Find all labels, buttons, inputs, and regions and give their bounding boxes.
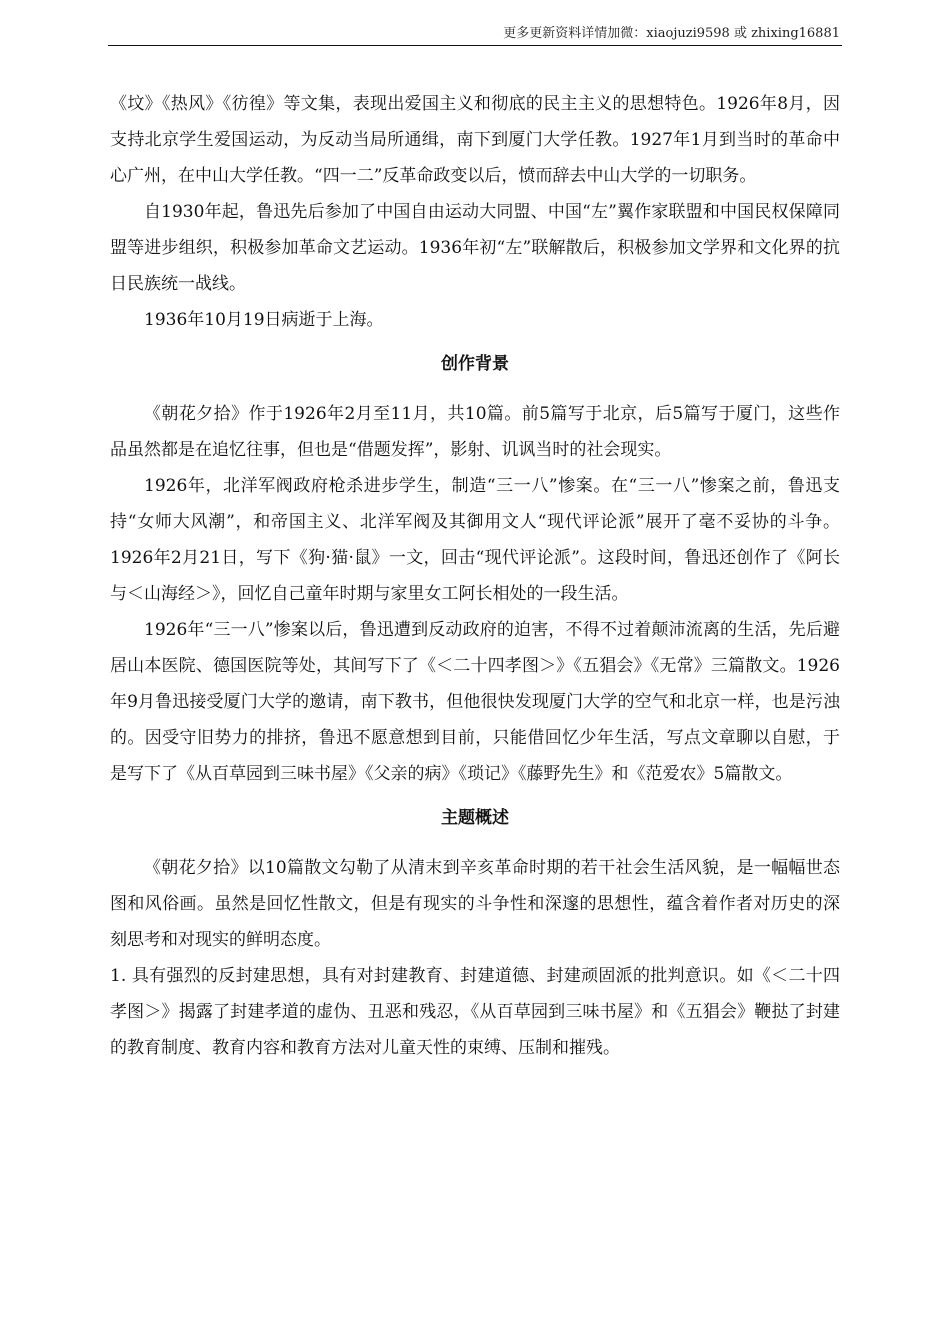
section-heading-theme: 主题概述 bbox=[441, 808, 509, 828]
intro-paragraph-1: 《坟》《热风》《彷徨》等文集，表现出爱国主义和彻底的民主主义的思想特色。1926年8月，因支持北京学生爱国运动，为反动当局所通缉，南下到厦门大学任教。1927年1月到当时的革命中心广州，在中山大学任教。“四一二”反革命政变以后，愤而辞去中山大学的一切职务。 bbox=[110, 94, 840, 186]
theme-paragraph: 《朝花夕拾》以10篇散文勾勒了从清末到辛亥革命时期的若干社会生活风貌，是一幅幅世态图和风俗画。虽然是回忆性散文，但是有现实的斗争性和深邃的思想性，蕴含着作者对历史的深刻思考和对现实的鲜明态度。 bbox=[110, 858, 840, 950]
theme-point-1: 1. 具有强烈的反封建思想，具有对封建教育、封建道德、封建顽固派的批判意识。如《＜二十四孝图＞》揭露了封建孝道的虚伪、丑恶和残忍，《从百草园到三味书屋》和《五猖会》鞭挞了封建的教育制度、教育内容和教育方法对儿童天性的束缚、压制和摧残。 bbox=[110, 966, 840, 1058]
intro-paragraph-3: 1936年10月19日病逝于上海。 bbox=[144, 310, 384, 330]
header-divider bbox=[108, 45, 842, 46]
background-paragraph-2: 1926年，北洋军阀政府枪杀进步学生，制造“三一八”惨案。在“三一八”惨案之前，鲁迅支持“女师大风潮”，和帝国主义、北洋军阀及其御用文人“现代评论派”展开了毫不妥协的斗争。1926年2月21日，写下《狗·猫·鼠》一文，回击“现代评论派”。这段时间，鲁迅还创作了《阿长与＜山海经＞》，回忆自己童年时期与家里女工阿长相处的一段生活。 bbox=[110, 476, 840, 604]
background-paragraph-3: 1926年“三一八”惨案以后，鲁迅遭到反动政府的迫害，不得不过着颠沛流离的生活，先后避居山本医院、德国医院等处，其间写下了《＜二十四孝图＞》《五猖会》《无常》三篇散文。1926年9月鲁迅接受厦门大学的邀请，南下教书，但他很快发现厦门大学的空气和北京一样，也是污浊的。因受守旧势力的排挤，鲁迅不愿意想到目前，只能借回忆少年生活，写点文章聊以自慰，于是写下了《从百草园到三味书屋》《父亲的病》《琐记》《藤野先生》和《范爱农》5篇散文。 bbox=[110, 620, 840, 784]
document-body bbox=[110, 86, 840, 1066]
background-paragraph-1: 《朝花夕拾》作于1926年2月至11月，共10篇。前5篇写于北京，后5篇写于厦门，这些作品虽然都是在追忆往事，但也是“借题发挥”，影射、讥讽当时的社会现实。 bbox=[110, 404, 840, 460]
section-heading-background: 创作背景 bbox=[441, 354, 509, 374]
header-note: 更多更新资料详情加微：xiaojuzi9598 或 zhixing16881 bbox=[503, 26, 840, 41]
intro-paragraph-2: 自1930年起，鲁迅先后参加了中国自由运动大同盟、中国“左”翼作家联盟和中国民权保障同盟等进步组织，积极参加革命文艺运动。1936年初“左”联解散后，积极参加文学界和文化界的抗日民族统一战线。 bbox=[110, 202, 840, 294]
